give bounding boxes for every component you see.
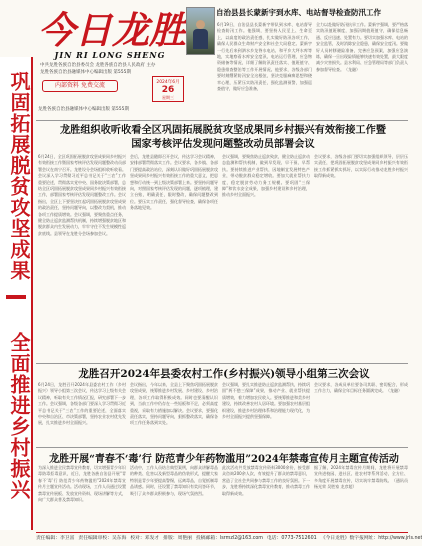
top-article-col-1: 6月19日，自治县县长蒙新宇带队到水库、电站督导检查防汛工作。他强调，要坚持人民至上、生命至上，以高度的政治责任感，扎实做好防汛各项工作，确保人民群众生命财产安全和社会大局稳定。蒙新宇一行先后来到泗水乡龙脊水电站、和平乡大坪水库等地，实地察看水库安全度汛、电站运行管理、应急物资储备等情况，详细了解防汛责任落实、值班值守、隐患排查整治等工作开展情况。他要求，各级各部门要时刻绷紧防汛安全这根弦，坚决克服麻痹思想和侥幸心理，压紧压实防汛责任，强化监测预警，加强巡查值守，做好应急准备， bbox=[217, 22, 312, 92]
footer-editor: 责任编辑：李卫富 bbox=[36, 536, 75, 541]
issue-date-box bbox=[152, 76, 184, 102]
footer-typesetter: 排版：周艳丽 bbox=[163, 536, 192, 541]
article-2-col-4: 会议要求，各成员单位要各司其职、密切配合，形成工作合力，确保全年目标任务圆满完成。（龙融） bbox=[314, 382, 408, 394]
article-1-col-3: 会议强调，要聚焦防止返贫致贫，健全防止返贫动态监测和帮扶机制，做到早发现、早干预、早帮扶。要持续推进产业帮扶，因地制宜发展特色产业，带动脱贫群众稳定增收。要加大就业帮扶力度，稳定脱贫劳动力务工规模。要巩固“三保障”和饮水安全成果，加强乡村建设和乡村治理，推动乡村全面振兴。 bbox=[222, 154, 310, 198]
date-day: 26 bbox=[161, 85, 175, 95]
masthead-sponsor: 中共龙胜各族自治县委员会 龙胜各族自治县人民政府 主办 bbox=[40, 63, 156, 68]
article-1-col-1: 6月24日，全区巩固拓展脱贫攻坚成果同乡村振兴有效衔接工作暨国家考核评估发现问题整改动员部署会议在南宁召开。龙胜设分会场组织收听收看。会议深入学习贯彻习近平总书记关于“三农”工作重要论述，贯彻落实党中央、国务院决策部署，总结全区巩固拓展脱贫攻坚成果同乡村振兴有效衔接工作，部署国家考核评估发现问题整改工作。会议指出，全区上下要坚决扛起巩固拓展脱贫攻坚成果的政治责任，坚持问题导向，以整改为契机，推动各项工作提质增效。会议强调，要聚焦重点任务，健全防止返贫监测帮扶机制，持续增强脱贫地区和脱贫群众内生发展动力，牢牢守住不发生规模性返贫底线。县领导在龙胜分会场参加会议。 bbox=[38, 154, 126, 236]
masthead-logo bbox=[38, 6, 186, 52]
masthead bbox=[34, 0, 186, 118]
masthead-publisher: 龙胜各族自治县融媒体中心编辑出版 第555期 bbox=[40, 70, 132, 75]
article-1-col-2: 会后，龙胜县随即召开会议，传达学习会议精神，安排部署贯彻落实工作。会议要求，各乡镇、各部门要提高政治站位，深刻认识做好巩固拓展脱贫攻坚成果同乡村振兴有效衔接工作的重大意义，把思想和行动统一到上级决策部署上来。要坚持问题导向，对照国家考核评估发现的问题，逐项梳理，建立台账，明确责任，限时整改，确保问题整改到位。要压实工作责任，强化督导检查，确保各项任务落地见效。 bbox=[130, 154, 218, 211]
footer-proofreader: 校对：邓发才 bbox=[130, 536, 160, 541]
headline-1-line-2: 国家考核评估发现问题整改动员部署会议 bbox=[131, 138, 315, 150]
divider-rule bbox=[36, 120, 408, 121]
article-3-col-1: 为深入推进全民禁毒宣传教育，切实增强青少年识毒防毒拒毒意识，近日，龙胜各族自治县开展“青春不‘毒’行 防范青少年药物滥用”2024年禁毒宣传月主题宣传活动。活动现场，工作人员通过设置禁毒宣传展板、发放宣传资料、现场讲解等方式，向广大群众普及禁毒知识。 bbox=[38, 465, 126, 503]
top-article-title: 自治县县长蒙新宇到水库、电站督导检查防汛工作 bbox=[216, 8, 381, 17]
masthead-stamp: 内部资料 免费交流 bbox=[42, 80, 118, 92]
footer-email: 投稿邮箱：lsrmzl2@163.com bbox=[195, 536, 263, 541]
page-footer bbox=[36, 532, 422, 544]
date-weekday: 星期三 bbox=[162, 95, 174, 100]
footer-website: 《今日龙胜》数字报网址：http://www.jrls.net bbox=[320, 536, 422, 541]
footer-checker: 责任编辑审校：吴东海 bbox=[78, 536, 127, 541]
article-2-col-2: 会议指出，今年以来，全县上下聚焦巩固拓展脱贫攻坚成果，统筹推进乡村发展、乡村建设、乡村治理，各项工作取得积极成效。同时也要清醒认识到，当前工作中仍存在一些短板和不足，必须高度重视，采取有力措施加以解决。会议要求，要强化责任落实，坚持问题导向，狠抓整改落实，确保各项工作任务落到实处。 bbox=[130, 382, 218, 426]
headline-2: 龙胜召开2024年县委农村工作(乡村振兴)领导小组第三次会议 bbox=[78, 368, 370, 380]
masthead-title: 今日龙胜 bbox=[38, 8, 186, 52]
photo-person-head bbox=[196, 20, 205, 29]
article-2-col-1: 6月24日，龙胜召开2024年县委农村工作（乡村振兴）领导小组第三次会议，传达学习上级有关会议精神，听取有关工作情况汇报，研究部署下一步工作。会议强调，各级各部门要深入学习贯彻习近平总书记关于“三农”工作的重要论述，全面落实中央和自治区、市决策部署，坚持农业农村优先发展，扎实推进乡村全面振兴。 bbox=[38, 382, 126, 426]
article-2-col-3: 会议强调，要扎实推进防止返贫监测帮扶，持续巩固“两不愁三保障”成果，推动产业、就业帮扶提质增效，着力增加农民收入。要统筹推进和美乡村建设，持续改善农村人居环境。要加强农村基层组织建设，推进乡村治理体系和治理能力现代化，为乡村全面振兴提供坚强保障。 bbox=[222, 382, 310, 420]
date-month: 2024年6月 bbox=[156, 80, 180, 85]
side-slogan-bar bbox=[0, 57, 33, 530]
article-3-col-4: 据了解，2024年禁毒宣传月期间，龙胜将开展禁毒宣传进校园、进社区、进农村等系列活动，全方位、多角度开展禁毒宣传，切实筑牢禁毒防线。（通讯员 杨光荣 吴胜家 龙彦超） bbox=[314, 465, 408, 490]
news-photo bbox=[186, 7, 215, 55]
masthead-pinyin: JIN RI LONG SHENG bbox=[54, 50, 166, 60]
headline-1-line-1: 龙胜组织收听收看全区巩固拓展脱贫攻坚成果同乡村振兴有效衔接工作暨 bbox=[60, 124, 386, 136]
slogan-part-2: 全面推进乡村振兴 bbox=[7, 332, 31, 500]
headline-3: 龙胜开展“青春不‘毒’行 防范青少年药物滥用”2024年禁毒宣传月主题宣传活动 bbox=[49, 454, 399, 465]
footer-phone: 电话：0773-7512601 bbox=[266, 536, 317, 541]
article-3-col-3: 此次活动共发放禁毒宣传资料3000余份，接受群众咨询200余人次，有效提升了群众的禁毒意识，营造了全社会共同参与禁毒工作的良好氛围。下一步，龙胜将持续深化禁毒宣传教育，推动禁毒工作取得新成效。 bbox=[222, 465, 310, 496]
divider-rule bbox=[36, 363, 408, 364]
slogan-part-1: 巩固拓展脱贫攻坚成果 bbox=[7, 71, 31, 281]
masthead-edition-note: 龙胜各族自治县融媒体中心编辑出版 第555期 bbox=[38, 107, 130, 112]
top-article-col-2: 全力以赴做好防汛抗旱工作。蒙新宇强调，要严格落实防汛值班制度，加强汛期值班值守，确保信息畅通、反应迅速、处置有力。要切实加强水库、电站的安全监管，及时消除安全隐患，确保安全度汛。要做好人员转移避险准备，完善应急预案，加强应急演练，确保一旦出现险情能够快速有效处置，最大限度减少灾害损失。县水利局、应急管理局等部门负责人参加督导检查。（龙融） bbox=[316, 22, 408, 72]
slogan-separator bbox=[6, 295, 26, 299]
divider-rule bbox=[36, 447, 408, 448]
article-3-col-2: 活动中，工作人员结合典型案例，向群众讲解毒品的种类、危害以及新型毒品的伪装形式，提醒大家特别是青少年要提高警惕，远离毒品，自觉抵制毒品诱惑。同时，还设置了禁毒知识有奖问答环节，吸引了众多群众积极参与，现场气氛热烈。 bbox=[130, 465, 218, 496]
photo-person-body bbox=[193, 29, 208, 49]
article-1-col-4: 会议要求，各级各部门要切实加强组织领导，层层压实责任，把巩固拓展脱贫攻坚成果同乡村振兴有效衔接工作抓紧抓实抓好，以实际行动推动龙胜乡村振兴取得新成效。 bbox=[314, 154, 408, 179]
